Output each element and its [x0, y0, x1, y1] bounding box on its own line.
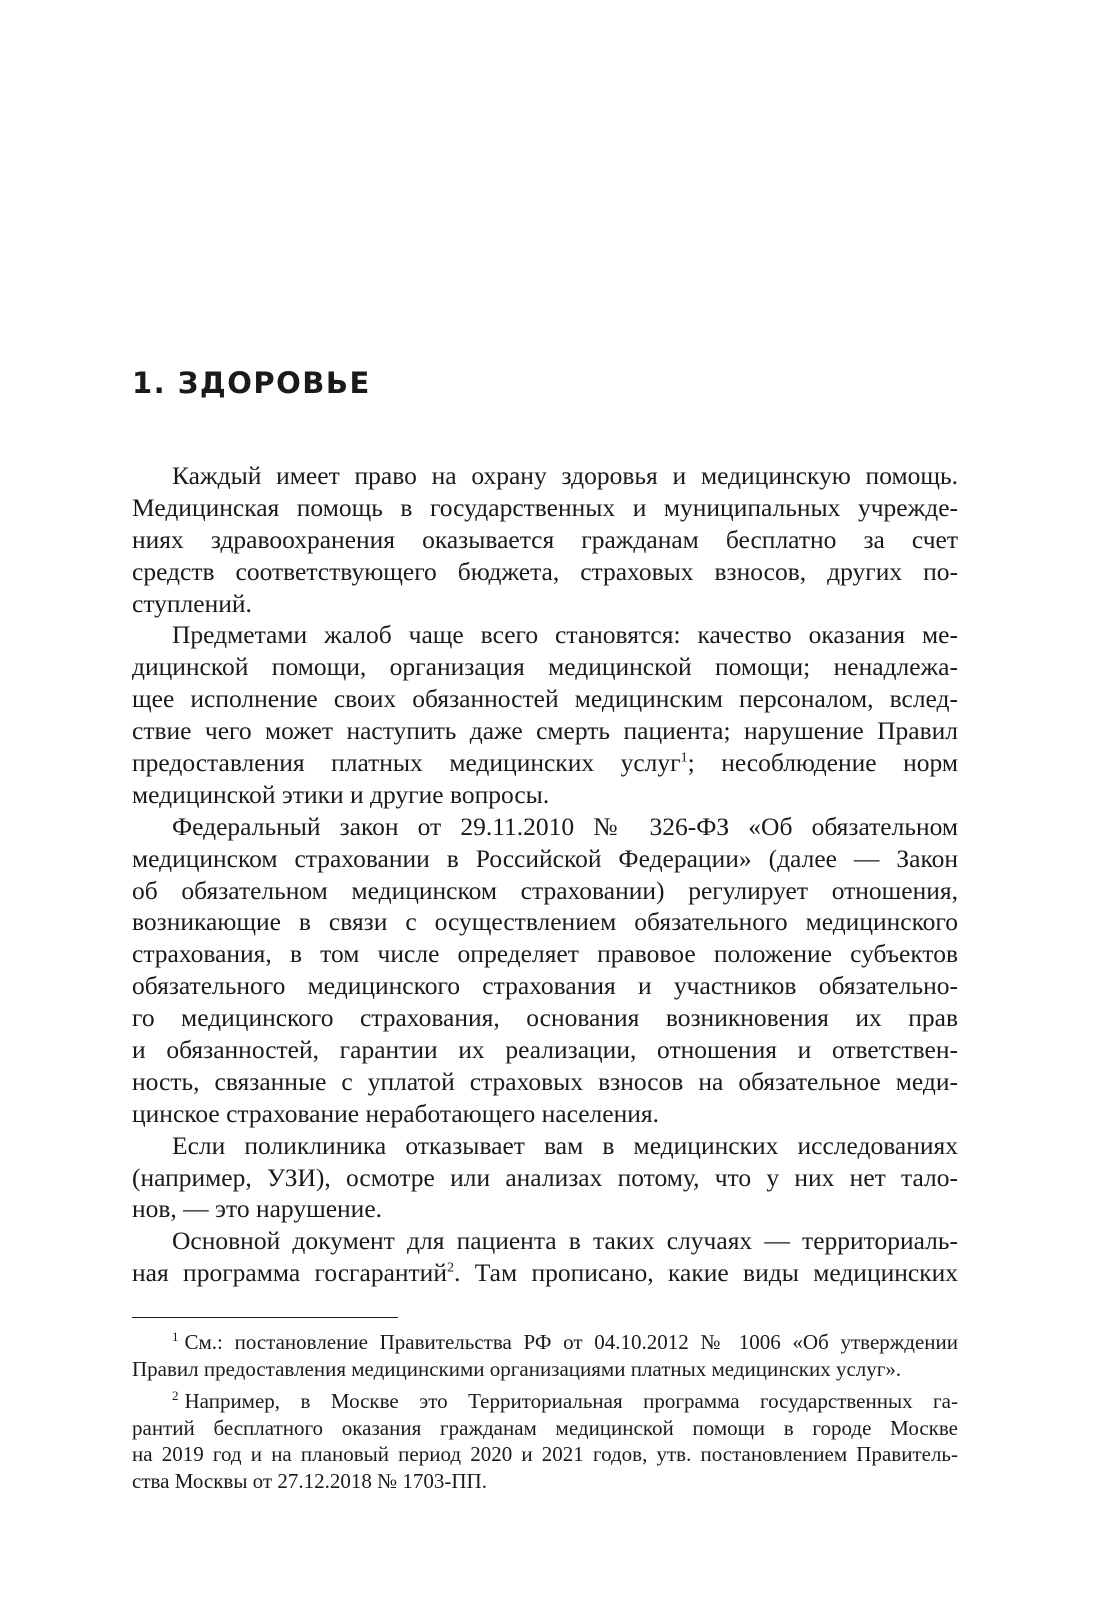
chapter-title: 1. ЗДОРОВЬЕ	[132, 366, 371, 400]
footnote-marker: 2	[172, 1388, 179, 1403]
text-fragment: ная программа госгарантий	[132, 1258, 447, 1288]
text-line: медицинской этики и другие вопросы.	[132, 779, 550, 809]
footnote-text: См.: постановление Правительства РФ от 04.10.2012 № 1006 «Об утверждении	[184, 1330, 958, 1354]
text-line: щее исполнение своих обязанностей медицинским персоналом, вслед-	[132, 684, 958, 714]
text-line: (например, УЗИ), осмотре или анализах потому, что у них нет тало-	[132, 1162, 958, 1192]
paragraph-1	[132, 460, 958, 619]
footnote-separator	[132, 1317, 398, 1318]
text-line: Предметами жалоб чаще всего становятся: качество оказания ме-	[172, 620, 958, 650]
footnote-line: на 2019 год и на плановый период 2020 и 2021 годов, утв. постановлением Правитель-	[132, 1442, 958, 1466]
text-line: Медицинская помощь в государственных и муниципальных учрежде-	[132, 492, 958, 522]
text-line: страхования, в том числе определяет правовое положение субъектов	[132, 939, 958, 969]
footnote-1	[132, 1329, 958, 1382]
text-line: го медицинского страхования, основания возникновения их прав	[132, 1003, 958, 1033]
footnote-line	[132, 1388, 958, 1415]
text-fragment: предоставления платных медицинских услуг	[132, 748, 681, 778]
text-line: ствие чего может наступить даже смерть пациента; нарушение Правил	[132, 716, 958, 746]
footnote-line: Правил предоставления медицинскими организациями платных медицинских услуг».	[132, 1356, 902, 1381]
text-line: нов, — это нарушение.	[132, 1194, 383, 1224]
text-fragment: ; несоблюдение норм	[687, 748, 958, 778]
text-line: ступлений.	[132, 588, 252, 618]
footnotes	[132, 1329, 958, 1494]
footnote-line	[132, 1329, 958, 1356]
footnote-line: рантий бесплатного оказания гражданам медицинской помощи в городе Москве	[132, 1415, 958, 1440]
text-line: медицинском страховании в Российской Федерации» (далее — Закон	[132, 843, 958, 873]
footnote-ref-2[interactable]: 2	[446, 1260, 454, 1276]
text-fragment: . Там прописано, какие виды медицинских	[453, 1258, 958, 1288]
paragraph-2	[132, 619, 958, 810]
paragraph-4	[132, 1130, 958, 1226]
text-line-with-footnote	[132, 747, 958, 779]
footnote-marker: 1	[172, 1329, 179, 1344]
body-text	[132, 460, 958, 1289]
paragraph-5	[132, 1225, 958, 1289]
text-line: дицинской помощи, организация медицинской помощи; ненадлежа-	[132, 652, 958, 682]
text-line: и обязанностей, гарантии их реализации, отношения и ответствен-	[132, 1035, 958, 1065]
text-line: Федеральный закон от 29.11.2010 № 326-ФЗ «Об обязательном	[172, 811, 958, 841]
text-line: средств соответствующего бюджета, страховых взносов, других по-	[132, 556, 958, 586]
text-line: Основной документ для пациента в таких случаях — территориаль-	[172, 1226, 958, 1256]
paragraph-3	[132, 811, 958, 1130]
text-line: ность, связанные с уплатой страховых взносов на обязательное меди-	[132, 1066, 958, 1096]
text-line: Каждый имеет право на охрану здоровья и медицинскую помощь.	[172, 461, 958, 490]
text-line: об обязательном медицинском страховании) регулирует отношения,	[132, 875, 958, 905]
text-line: возникающие в связи с осуществлением обязательного медицинского	[132, 907, 958, 937]
text-line: обязательного медицинского страхования и участников обязательно-	[132, 971, 958, 1001]
text-line-with-footnote	[132, 1257, 958, 1289]
footnote-line: ства Москвы от 27.12.2018 № 1703-ПП.	[132, 1468, 487, 1493]
text-line: цинское страхование неработающего населения.	[132, 1098, 659, 1128]
footnote-ref-1[interactable]: 1	[680, 750, 688, 766]
footnote-2	[132, 1388, 958, 1494]
footnote-text: Например, в Москве это Территориальная программа государственных га-	[184, 1389, 958, 1413]
text-line: ниях здравоохранения оказывается гражданам бесплатно за счет	[132, 524, 958, 554]
text-line: Если поликлиника отказывает вам в медицинских исследованиях	[172, 1130, 958, 1160]
